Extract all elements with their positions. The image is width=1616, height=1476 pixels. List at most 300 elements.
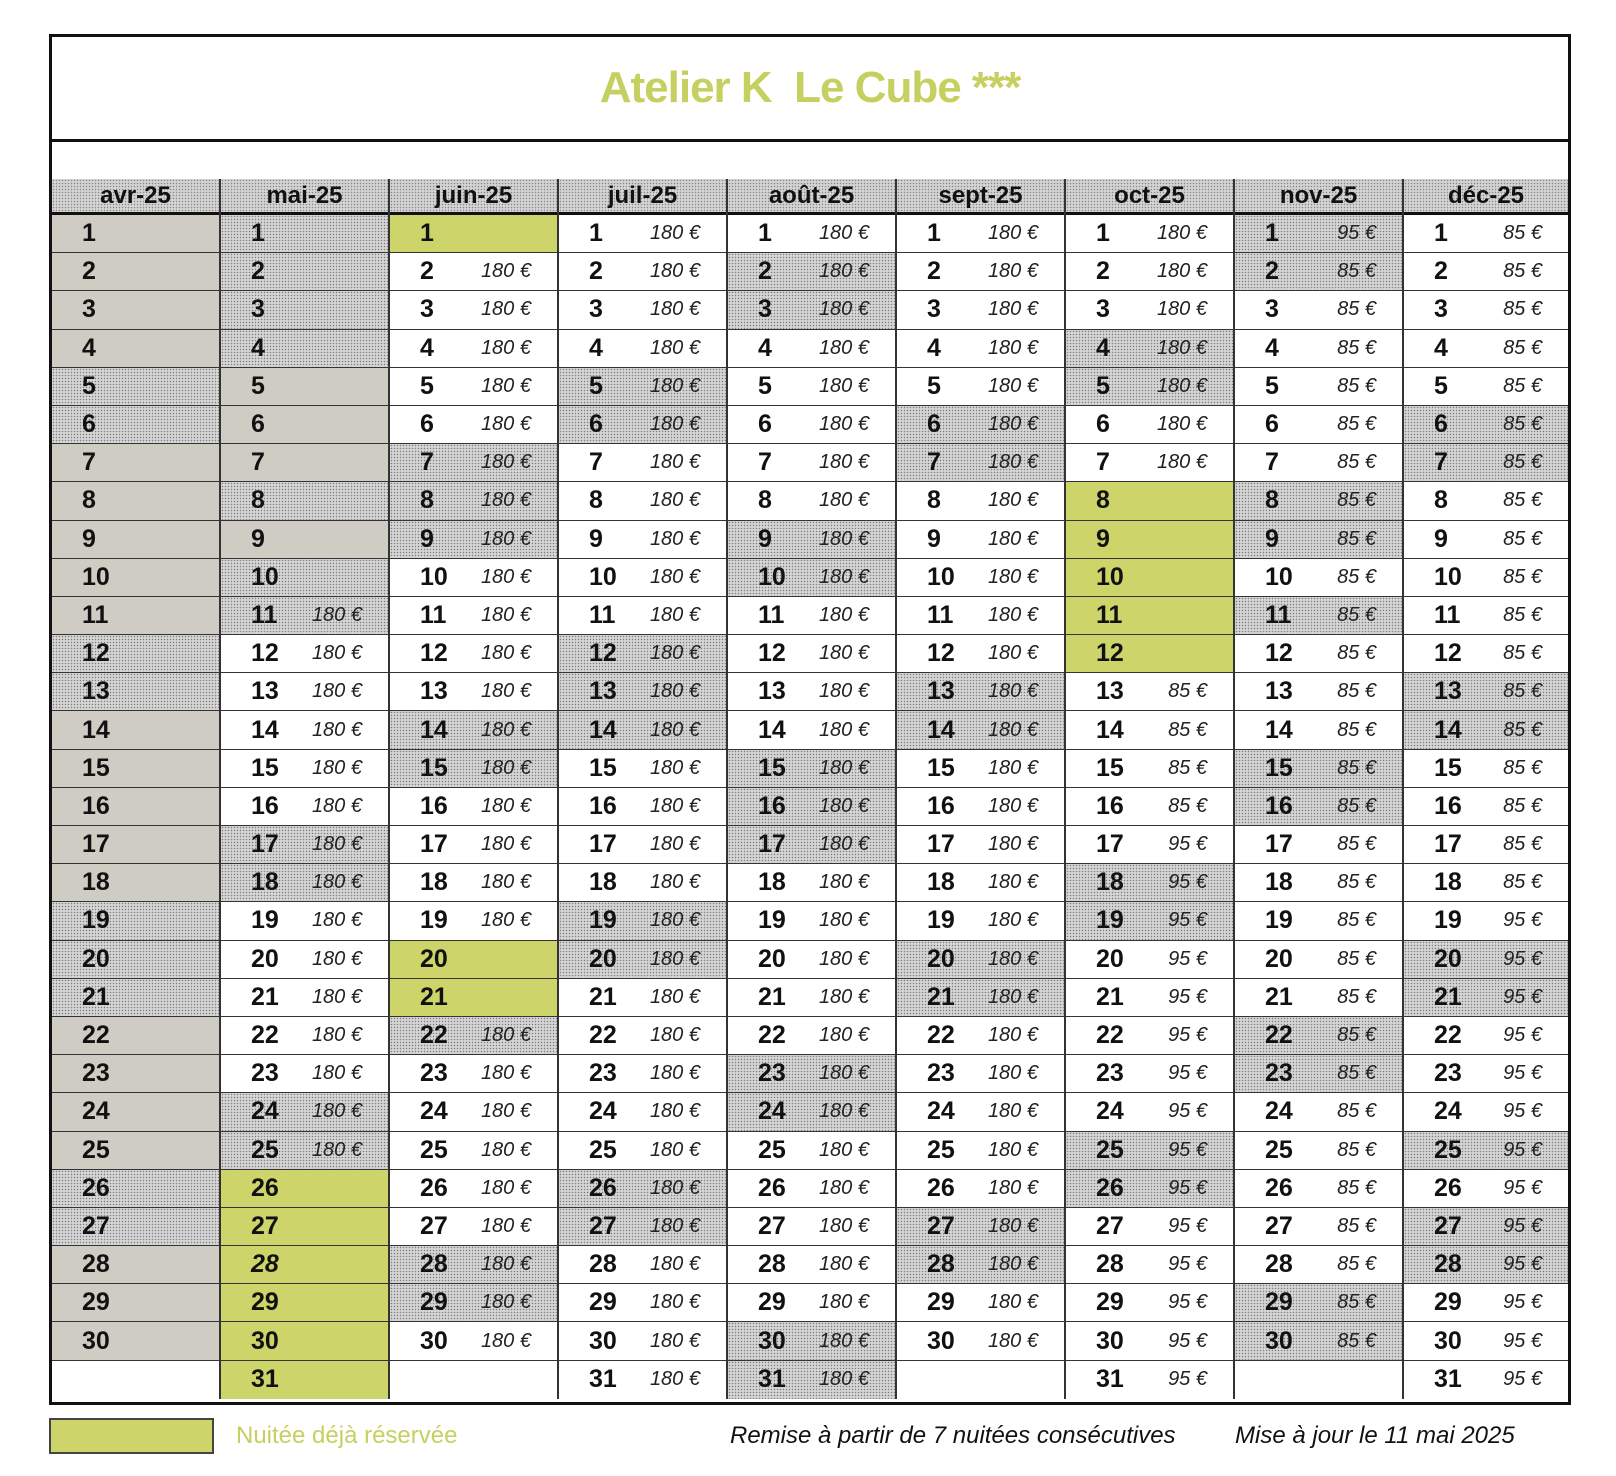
day-cell[interactable]: [1404, 864, 1568, 902]
day-cell[interactable]: [52, 788, 219, 826]
day-cell[interactable]: [897, 711, 1064, 749]
day-cell[interactable]: [1404, 826, 1568, 864]
day-cell[interactable]: [1235, 444, 1402, 482]
day-cell[interactable]: [897, 521, 1064, 559]
day-cell[interactable]: [728, 1284, 895, 1322]
day-cell[interactable]: [52, 406, 219, 444]
day-cell[interactable]: [1235, 826, 1402, 864]
day-cell[interactable]: [1066, 1246, 1233, 1284]
day-cell[interactable]: [1066, 597, 1233, 635]
day-cell[interactable]: [52, 750, 219, 788]
day-cell[interactable]: [728, 1093, 895, 1131]
day-cell[interactable]: [1066, 826, 1233, 864]
day-cell[interactable]: [728, 1055, 895, 1093]
day-cell[interactable]: [1235, 330, 1402, 368]
day-cell[interactable]: [1235, 1284, 1402, 1322]
day-cell[interactable]: [1404, 941, 1568, 979]
day-cell[interactable]: [897, 941, 1064, 979]
day-cell[interactable]: [1235, 368, 1402, 406]
day-cell[interactable]: [728, 635, 895, 673]
day-cell[interactable]: [728, 368, 895, 406]
day-cell[interactable]: [728, 1246, 895, 1284]
day-cell[interactable]: [1235, 711, 1402, 749]
day-cell[interactable]: [221, 1055, 388, 1093]
day-cell[interactable]: [221, 902, 388, 940]
day-cell[interactable]: [728, 750, 895, 788]
day-cell[interactable]: [728, 1361, 895, 1399]
day-cell[interactable]: [390, 1017, 557, 1055]
day-price: 180 €: [987, 909, 1038, 932]
day-cell[interactable]: [221, 597, 388, 635]
day-cell[interactable]: [1235, 673, 1402, 711]
day-number: 15: [927, 753, 955, 782]
day-cell[interactable]: [1404, 406, 1568, 444]
day-cell[interactable]: [897, 635, 1064, 673]
day-cell[interactable]: [1066, 253, 1233, 291]
day-cell[interactable]: [559, 711, 726, 749]
day-cell[interactable]: [559, 1055, 726, 1093]
day-cell[interactable]: [559, 559, 726, 597]
day-price: 85 €: [1337, 1291, 1376, 1314]
day-cell[interactable]: [221, 253, 388, 291]
day-cell[interactable]: [221, 1132, 388, 1170]
day-cell[interactable]: [559, 826, 726, 864]
day-cell[interactable]: [1235, 521, 1402, 559]
day-number: 26: [251, 1173, 279, 1202]
day-cell[interactable]: [52, 1284, 219, 1322]
day-cell[interactable]: [1066, 1322, 1233, 1360]
day-cell[interactable]: [728, 406, 895, 444]
day-cell[interactable]: [1066, 368, 1233, 406]
day-cell[interactable]: [728, 826, 895, 864]
day-cell[interactable]: [1066, 979, 1233, 1017]
day-cell[interactable]: [1404, 750, 1568, 788]
day-cell[interactable]: [897, 1132, 1064, 1170]
day-cell[interactable]: [1404, 1284, 1568, 1322]
day-cell[interactable]: [221, 1093, 388, 1131]
day-cell[interactable]: [1235, 559, 1402, 597]
day-cell[interactable]: [728, 673, 895, 711]
day-cell[interactable]: [52, 597, 219, 635]
day-cell[interactable]: [1066, 521, 1233, 559]
day-cell[interactable]: [390, 1284, 557, 1322]
day-cell[interactable]: [559, 521, 726, 559]
day-cell[interactable]: [390, 788, 557, 826]
day-cell[interactable]: [897, 1284, 1064, 1322]
day-cell[interactable]: [897, 482, 1064, 520]
day-cell[interactable]: [897, 330, 1064, 368]
day-cell[interactable]: [221, 673, 388, 711]
day-cell[interactable]: [1235, 1246, 1402, 1284]
day-cell[interactable]: [559, 788, 726, 826]
day-cell[interactable]: [728, 253, 895, 291]
day-cell[interactable]: [897, 1170, 1064, 1208]
day-cell[interactable]: [1066, 559, 1233, 597]
day-cell[interactable]: [390, 1132, 557, 1170]
day-cell[interactable]: [390, 291, 557, 329]
day-cell[interactable]: [1235, 1055, 1402, 1093]
day-price: 180 €: [818, 222, 869, 245]
day-cell[interactable]: [559, 979, 726, 1017]
day-cell[interactable]: [897, 1246, 1064, 1284]
day-cell[interactable]: [390, 330, 557, 368]
day-cell[interactable]: [897, 1322, 1064, 1360]
day-cell[interactable]: [221, 941, 388, 979]
day-price: 85 €: [1503, 718, 1542, 741]
day-cell[interactable]: [1235, 941, 1402, 979]
day-cell[interactable]: [52, 1093, 219, 1131]
day-cell[interactable]: [390, 559, 557, 597]
day-cell[interactable]: [390, 1208, 557, 1246]
day-cell[interactable]: [221, 1284, 388, 1322]
day-cell[interactable]: [1235, 979, 1402, 1017]
day-cell[interactable]: [1404, 673, 1568, 711]
day-cell[interactable]: [52, 521, 219, 559]
day-cell[interactable]: [1066, 902, 1233, 940]
day-price: 180 €: [649, 1291, 700, 1314]
day-cell[interactable]: [1404, 597, 1568, 635]
day-cell[interactable]: [1404, 559, 1568, 597]
day-price: 95 €: [1337, 222, 1376, 245]
day-cell[interactable]: [390, 521, 557, 559]
day-cell[interactable]: [728, 330, 895, 368]
day-cell[interactable]: [1404, 482, 1568, 520]
day-cell[interactable]: [221, 979, 388, 1017]
day-cell[interactable]: [1066, 330, 1233, 368]
day-cell[interactable]: [559, 864, 726, 902]
day-cell[interactable]: [1235, 253, 1402, 291]
day-cell[interactable]: [559, 1093, 726, 1131]
day-cell[interactable]: [221, 1170, 388, 1208]
day-cell[interactable]: [390, 597, 557, 635]
day-cell[interactable]: [390, 979, 557, 1017]
day-cell[interactable]: [221, 864, 388, 902]
day-cell[interactable]: [1066, 1208, 1233, 1246]
day-cell[interactable]: [221, 826, 388, 864]
day-number: 22: [1434, 1021, 1462, 1050]
day-cell[interactable]: [1235, 750, 1402, 788]
day-cell[interactable]: [1066, 482, 1233, 520]
day-cell[interactable]: [728, 291, 895, 329]
day-cell[interactable]: [559, 253, 726, 291]
day-cell[interactable]: [1404, 444, 1568, 482]
day-cell[interactable]: [52, 711, 219, 749]
day-price: 95 €: [1503, 1253, 1542, 1276]
day-cell[interactable]: [897, 215, 1064, 253]
day-cell[interactable]: [1066, 941, 1233, 979]
day-cell[interactable]: [1066, 711, 1233, 749]
day-cell[interactable]: [559, 291, 726, 329]
day-cell[interactable]: [728, 444, 895, 482]
day-number: 23: [927, 1059, 955, 1088]
day-cell[interactable]: [897, 864, 1064, 902]
day-cell[interactable]: [1066, 1284, 1233, 1322]
day-cell[interactable]: [52, 941, 219, 979]
day-cell[interactable]: [1404, 521, 1568, 559]
day-cell[interactable]: [1404, 1017, 1568, 1055]
day-cell[interactable]: [52, 864, 219, 902]
day-cell[interactable]: [221, 291, 388, 329]
day-cell[interactable]: [1235, 788, 1402, 826]
day-cell[interactable]: [390, 1170, 557, 1208]
day-cell[interactable]: [728, 979, 895, 1017]
day-cell[interactable]: [897, 673, 1064, 711]
day-cell[interactable]: [1404, 635, 1568, 673]
day-cell[interactable]: [897, 1093, 1064, 1131]
day-cell[interactable]: [559, 1017, 726, 1055]
day-cell[interactable]: [728, 1208, 895, 1246]
day-cell[interactable]: [1235, 406, 1402, 444]
day-cell[interactable]: [52, 1170, 219, 1208]
day-cell[interactable]: [390, 673, 557, 711]
day-number: 6: [82, 410, 96, 439]
day-cell[interactable]: [559, 597, 726, 635]
day-cell[interactable]: [1404, 1246, 1568, 1284]
day-cell[interactable]: [52, 559, 219, 597]
day-cell[interactable]: [1235, 291, 1402, 329]
day-cell[interactable]: [559, 941, 726, 979]
day-cell[interactable]: [1066, 864, 1233, 902]
day-cell[interactable]: [52, 330, 219, 368]
day-cell[interactable]: [1066, 1361, 1233, 1399]
day-cell[interactable]: [390, 1322, 557, 1360]
day-cell[interactable]: [221, 1361, 388, 1399]
day-cell[interactable]: [390, 482, 557, 520]
day-cell[interactable]: [897, 559, 1064, 597]
day-cell[interactable]: [897, 253, 1064, 291]
day-cell[interactable]: [390, 902, 557, 940]
day-cell[interactable]: [897, 1055, 1064, 1093]
day-cell[interactable]: [390, 444, 557, 482]
day-cell[interactable]: [52, 444, 219, 482]
day-cell[interactable]: [1404, 1093, 1568, 1131]
day-cell[interactable]: [728, 864, 895, 902]
day-cell[interactable]: [897, 368, 1064, 406]
day-cell[interactable]: [390, 826, 557, 864]
day-cell[interactable]: [390, 215, 557, 253]
day-price: 180 €: [480, 718, 531, 741]
day-cell[interactable]: [1404, 1208, 1568, 1246]
day-cell[interactable]: [1404, 368, 1568, 406]
day-price: 85 €: [1337, 1138, 1376, 1161]
day-cell[interactable]: [1404, 788, 1568, 826]
day-number: 23: [1434, 1059, 1462, 1088]
day-cell[interactable]: [221, 1322, 388, 1360]
day-cell[interactable]: [221, 368, 388, 406]
day-cell[interactable]: [1066, 1132, 1233, 1170]
day-cell[interactable]: [1404, 291, 1568, 329]
day-cell[interactable]: [1235, 1017, 1402, 1055]
day-cell[interactable]: [1404, 1170, 1568, 1208]
day-cell[interactable]: [897, 1208, 1064, 1246]
day-cell[interactable]: [1235, 864, 1402, 902]
day-cell[interactable]: [52, 368, 219, 406]
day-number: 3: [82, 295, 96, 324]
day-cell[interactable]: [1066, 1093, 1233, 1131]
day-cell[interactable]: [390, 711, 557, 749]
day-cell[interactable]: [1066, 1017, 1233, 1055]
day-price: 180 €: [649, 260, 700, 283]
day-price: 85 €: [1337, 1062, 1376, 1085]
day-cell[interactable]: [559, 635, 726, 673]
day-cell[interactable]: [390, 1093, 557, 1131]
day-cell[interactable]: [1404, 902, 1568, 940]
day-cell[interactable]: [1235, 215, 1402, 253]
day-cell[interactable]: [559, 482, 726, 520]
day-cell[interactable]: [390, 941, 557, 979]
day-cell[interactable]: [221, 1017, 388, 1055]
day-cell[interactable]: [897, 597, 1064, 635]
day-number: 20: [1265, 944, 1293, 973]
day-cell[interactable]: [728, 1017, 895, 1055]
day-cell[interactable]: [1404, 330, 1568, 368]
day-cell[interactable]: [221, 1208, 388, 1246]
day-cell[interactable]: [1404, 1322, 1568, 1360]
day-cell[interactable]: [1404, 979, 1568, 1017]
day-cell[interactable]: [52, 635, 219, 673]
day-cell[interactable]: [1235, 597, 1402, 635]
day-cell[interactable]: [897, 291, 1064, 329]
day-cell[interactable]: [52, 1322, 219, 1360]
day-cell[interactable]: [897, 406, 1064, 444]
day-cell[interactable]: [221, 444, 388, 482]
day-number: 9: [82, 524, 96, 553]
day-cell[interactable]: [52, 253, 219, 291]
day-cell[interactable]: [1066, 291, 1233, 329]
day-cell[interactable]: [221, 482, 388, 520]
day-cell[interactable]: [559, 1284, 726, 1322]
day-cell[interactable]: [897, 444, 1064, 482]
day-cell[interactable]: [1235, 1322, 1402, 1360]
day-cell[interactable]: [559, 1322, 726, 1360]
day-cell[interactable]: [52, 1055, 219, 1093]
day-cell[interactable]: [728, 902, 895, 940]
day-cell[interactable]: [390, 864, 557, 902]
day-cell[interactable]: [1404, 215, 1568, 253]
day-cell[interactable]: [728, 1170, 895, 1208]
day-cell[interactable]: [52, 673, 219, 711]
day-cell[interactable]: [52, 1017, 219, 1055]
day-cell[interactable]: [390, 253, 557, 291]
day-cell[interactable]: [1066, 635, 1233, 673]
day-cell[interactable]: [728, 482, 895, 520]
day-cell[interactable]: [221, 330, 388, 368]
day-cell[interactable]: [1235, 1093, 1402, 1131]
day-cell[interactable]: [559, 1361, 726, 1399]
day-cell[interactable]: [1404, 1055, 1568, 1093]
day-cell[interactable]: [559, 368, 726, 406]
day-cell[interactable]: [52, 1246, 219, 1284]
day-cell[interactable]: [221, 788, 388, 826]
day-cell[interactable]: [1066, 788, 1233, 826]
day-cell[interactable]: [221, 559, 388, 597]
day-cell[interactable]: [1235, 635, 1402, 673]
day-cell[interactable]: [897, 979, 1064, 1017]
day-cell[interactable]: [1404, 253, 1568, 291]
day-cell[interactable]: [1235, 482, 1402, 520]
day-cell[interactable]: [390, 368, 557, 406]
day-cell[interactable]: [559, 750, 726, 788]
day-cell[interactable]: [390, 1246, 557, 1284]
day-cell[interactable]: [221, 521, 388, 559]
day-cell[interactable]: [1066, 673, 1233, 711]
day-cell[interactable]: [559, 215, 726, 253]
day-cell[interactable]: [221, 711, 388, 749]
day-cell[interactable]: [390, 1055, 557, 1093]
day-cell[interactable]: [52, 902, 219, 940]
day-cell[interactable]: [52, 291, 219, 329]
day-cell[interactable]: [1066, 406, 1233, 444]
day-cell[interactable]: [728, 215, 895, 253]
day-price: 180 €: [818, 1176, 869, 1199]
day-cell[interactable]: [1066, 215, 1233, 253]
day-cell[interactable]: [221, 1246, 388, 1284]
day-cell[interactable]: [1235, 1132, 1402, 1170]
day-cell[interactable]: [728, 1132, 895, 1170]
day-cell[interactable]: [728, 711, 895, 749]
day-cell[interactable]: [390, 635, 557, 673]
day-cell[interactable]: [728, 941, 895, 979]
day-cell[interactable]: [728, 559, 895, 597]
day-price: 180 €: [987, 413, 1038, 436]
day-cell[interactable]: [221, 215, 388, 253]
day-cell[interactable]: [897, 902, 1064, 940]
day-cell[interactable]: [559, 444, 726, 482]
day-cell[interactable]: [897, 750, 1064, 788]
day-cell[interactable]: [559, 330, 726, 368]
day-cell[interactable]: [559, 406, 726, 444]
day-cell[interactable]: [390, 750, 557, 788]
day-cell[interactable]: [728, 597, 895, 635]
day-cell[interactable]: [728, 521, 895, 559]
day-cell[interactable]: [52, 1208, 219, 1246]
day-cell[interactable]: [897, 1017, 1064, 1055]
day-cell[interactable]: [1066, 1055, 1233, 1093]
day-number: 9: [758, 524, 772, 553]
day-cell[interactable]: [897, 826, 1064, 864]
day-cell[interactable]: [1235, 902, 1402, 940]
day-cell[interactable]: [1066, 1170, 1233, 1208]
day-cell[interactable]: [52, 826, 219, 864]
day-cell[interactable]: [1404, 711, 1568, 749]
day-cell[interactable]: [728, 1322, 895, 1360]
day-cell[interactable]: [52, 979, 219, 1017]
day-cell[interactable]: [559, 1170, 726, 1208]
day-cell[interactable]: [559, 1208, 726, 1246]
day-price: 180 €: [649, 794, 700, 817]
day-cell[interactable]: [52, 1132, 219, 1170]
day-cell[interactable]: [1235, 1208, 1402, 1246]
day-cell[interactable]: [559, 1132, 726, 1170]
day-cell[interactable]: [221, 406, 388, 444]
day-cell[interactable]: [1235, 1170, 1402, 1208]
day-cell[interactable]: [1066, 444, 1233, 482]
day-cell[interactable]: [1404, 1361, 1568, 1399]
day-cell[interactable]: [52, 215, 219, 253]
day-cell[interactable]: [221, 750, 388, 788]
day-price: 180 €: [987, 1253, 1038, 1276]
day-cell[interactable]: [728, 788, 895, 826]
day-cell[interactable]: [221, 635, 388, 673]
day-cell[interactable]: [559, 902, 726, 940]
day-cell[interactable]: [390, 406, 557, 444]
day-cell[interactable]: [897, 788, 1064, 826]
day-cell[interactable]: [559, 673, 726, 711]
day-cell[interactable]: [1066, 750, 1233, 788]
day-cell[interactable]: [52, 482, 219, 520]
day-cell[interactable]: [559, 1246, 726, 1284]
day-cell[interactable]: [1404, 1132, 1568, 1170]
